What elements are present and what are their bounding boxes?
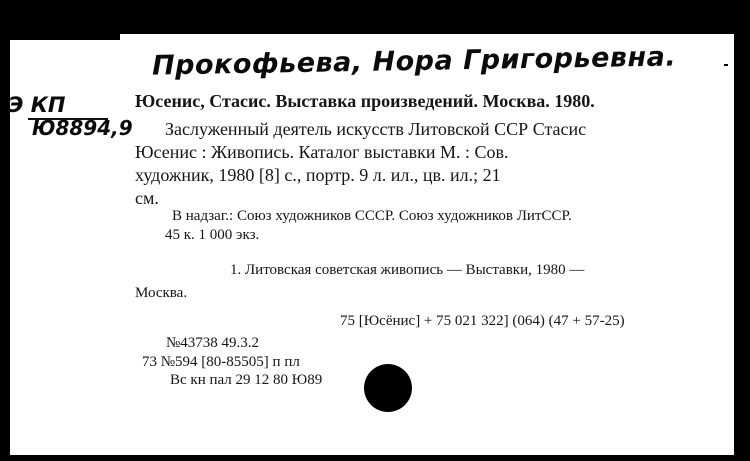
description-line: см. [135,188,159,208]
description-line: художник, 1980 [8] с., портр. 9 л. ил., цв. ил.; 21 [135,165,501,185]
note-line: 45 к. 1 000 экз. [165,227,260,243]
scan-border-right [734,0,750,461]
subject-line: Москва. [135,285,188,301]
shelf-mark-text: Э КП [8,93,66,117]
subject-line: 1. Литовская советская живопись — Выставки, 1980 — [230,262,585,278]
scan-border-left [0,0,10,461]
record-line: 73 №594 [80-85505] п пл [142,354,300,370]
entry-heading: Юсенис, Стасис. Выставка произведений. Москва. 1980. [135,91,595,111]
handwritten-author-name: Прокофьева, Нора Григорьевна. [151,41,677,82]
description-line: Заслуженный деятель искусств Литовской ССР Стасис [165,119,587,139]
punch-hole [364,364,412,412]
scan-border-corner [0,0,120,40]
description-line: Юсенис : Живопись. Каталог выставки М. : Сов. [135,142,509,162]
scan-speck [724,64,728,66]
record-line: Вс кн пал 29 12 80 Ю89 [170,372,323,388]
note-line: В надзаг.: Союз художников СССР. Союз художников ЛитССР. [172,208,572,224]
classification-line: 75 [Юсёнис] + 75 021 322] (064) (47 + 57-25) [340,313,625,329]
handwritten-call-number: Ю8894,9 [32,116,133,140]
scan-border-bottom [0,455,750,461]
record-line: №43738 49.3.2 [166,335,260,351]
